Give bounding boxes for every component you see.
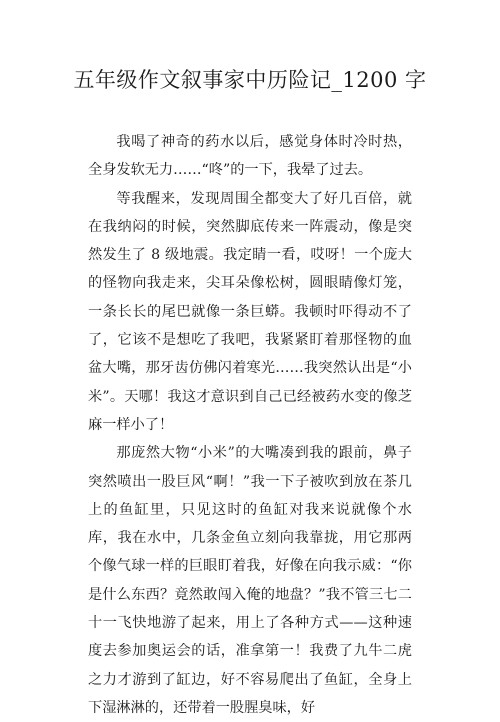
document-title: 五年级作文叙事家中历险记_1200 字 [73, 68, 427, 92]
paragraph: 那庞然大物“小米”的大嘴凑到我的跟前，鼻子突然喷出一股巨风“啊！”我一下子被吹到放在茶几上的鱼缸里，只见这时的鱼缸对我来说就像个水库，我在水中，几条金鱼立刻向我靠拢，用它那两个像气球一样的巨眼盯着我，好像在向我示威：“你是什么东西？竟然敢闯入俺的地盘？”我不管三七二十一飞快地游了起来，用上了各种方式——这种速度去参加奥运会的话，准拿第一！我费了九牛二虎之力才游到了缸边，好不容易爬出了鱼缸，全身上下湿淋淋的，还带着一股腥臭味，好 [88, 445, 412, 716]
paragraph: 我喝了神奇的药水以后，感觉身体时冷时热，全身发软无力……“咚”的一下，我晕了过去。 [88, 134, 412, 179]
paragraph: 等我醒来，发现周围全都变大了好几百倍，就在我纳闷的时候，突然脚底传来一阵震动，像是突然发生了 8 级地震。我定睛一看，哎呀！一个庞大的怪物向我走来，尖耳朵像松树，圆眼睛像灯笼，一条长长的尾巴就像一条巨蟒。我顿时吓得动不了了，它该不是想吃了我吧，我紧紧盯着那怪物的血盆大嘴，那牙齿仿佛闪着寒光……我突然认出是“小米”。天哪！我这才意识到自己已经被药水变的像芝麻一样小了！ [88, 190, 412, 433]
document-body [88, 128, 412, 722]
